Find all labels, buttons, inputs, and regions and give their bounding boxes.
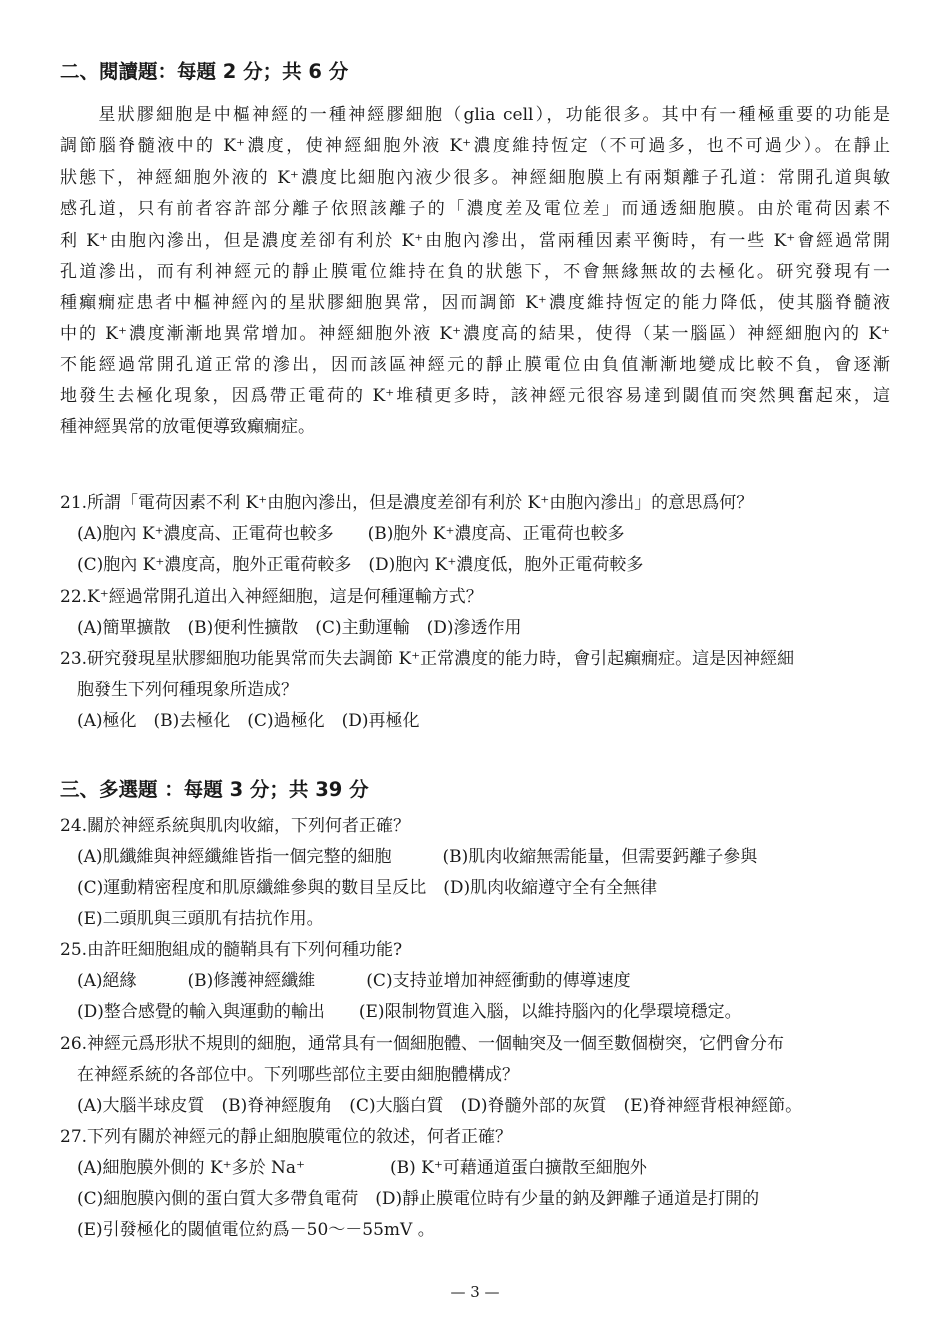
question-27-options: (E)引發極化的閾値電位約爲－50～－55mV 。 — [60, 1220, 435, 1240]
passage-line: 感孔道，只有前者容許部分離子依照該離子的「濃度差及電位差」而通透細胞膜。由於電荷因素不 — [60, 199, 890, 219]
passage-line: 中的 K⁺濃度漸漸地異常增加。神經細胞外液 K⁺濃度高的結果，使得（某一腦區）神經細胞內的 K⁺ — [60, 324, 890, 344]
section-2-heading: 二、閱讀題：每題 2 分；共 6 分 — [60, 60, 349, 83]
question-25-options: (D)整合感覺的輸入與運動的輸出 (E)限制物質進入腦，以維持腦內的化學環境穩定。 — [60, 1002, 742, 1022]
page-number: — 3 — — [450, 1283, 500, 1301]
question-23-options: (A)極化 (B)去極化 (C)過極化 (D)再極化 — [60, 711, 420, 731]
passage-line: 調節腦脊髓液中的 K⁺濃度，使神經細胞外液 K⁺濃度維持恆定（不可過多，也不可過少）。在靜止 — [60, 136, 890, 156]
question-21: 21.所謂「電荷因素不利 K⁺由胞內滲出，但是濃度差卻有利於 K⁺由胞內滲出」的意思爲何？ — [60, 493, 754, 513]
passage-line: 狀態下，神經細胞外液的 K⁺濃度比細胞內液少很多。神經細胞膜上有兩類離子孔道：常開孔道與敏 — [60, 168, 890, 188]
passage-line: 星狀膠細胞是中樞神經的一種神經膠細胞（glia cell），功能很多。其中有一種極重要的功能是 — [60, 105, 890, 125]
passage-line: 種癲癇症患者中樞神經內的星狀膠細胞異常，因而調節 K⁺濃度維持恆定的能力降低，使其腦脊髓液 — [60, 293, 890, 313]
question-26: 26.神經元爲形狀不規則的細胞，通常具有一個細胞體、一個軸突及一個至數個樹突，它們會分布 — [60, 1034, 785, 1054]
passage-line: 利 K⁺由胞內滲出，但是濃度差卻有利於 K⁺由胞內滲出，當兩種因素平衡時，有一些 K⁺會經過常開 — [60, 231, 890, 251]
question-21-options: (A)胞內 K⁺濃度高、正電荷也較多 (B)胞外 K⁺濃度高、正電荷也較多 — [60, 524, 625, 544]
question-27-options: (C)細胞膜內側的蛋白質大多帶負電荷 (D)靜止膜電位時有少量的鈉及鉀離子通道是打開的 — [60, 1189, 760, 1209]
passage-line: 地發生去極化現象，因爲帶正電荷的 K⁺堆積更多時，該神經元很容易達到閾值而突然興奮起來，這 — [60, 386, 890, 406]
question-22: 22.K⁺經過常開孔道出入神經細胞，這是何種運輸方式？ — [60, 587, 483, 607]
question-24-options: (C)運動精密程度和肌原纖維參與的數目呈反比 (D)肌肉收縮遵守全有全無律 — [60, 878, 658, 898]
passage-line: 孔道滲出，而有利神經元的靜止膜電位維持在負的狀態下，不會無緣無故的去極化。研究發現有一 — [60, 262, 890, 282]
question-25-options: (A)絕緣 (B)修護神經纖維 (C)支持並增加神經衝動的傳導速度 — [60, 971, 631, 991]
question-26-options: (A)大腦半球皮質 (B)脊神經腹角 (C)大腦白質 (D)脊髓外部的灰質 (E)脊神經背根神經節。 — [60, 1096, 803, 1116]
question-27: 27.下列有關於神經元的靜止細胞膜電位的敘述，何者正確？ — [60, 1127, 513, 1147]
question-21-options: (C)胞內 K⁺濃度高，胞外正電荷較多 (D)胞內 K⁺濃度低，胞外正電荷較多 — [60, 555, 644, 575]
question-22-options: (A)簡單擴散 (B)便利性擴散 (C)主動運輸 (D)滲透作用 — [60, 618, 522, 638]
question-23-continued: 胞發生下列何種現象所造成？ — [60, 680, 298, 700]
question-23: 23.研究發現星狀膠細胞功能異常而失去調節 K⁺正常濃度的能力時，會引起癲癇症。這是因神經細 — [60, 649, 795, 669]
passage-line: 不能經過常開孔道正常的滲出，因而該區神經元的靜止膜電位由負值漸漸地變成比較不負，會逐漸 — [60, 355, 890, 375]
question-24: 24.關於神經系統與肌肉收縮，下列何者正確？ — [60, 816, 411, 836]
passage-line: 種神經異常的放電便導致癲癇症。 — [60, 417, 315, 437]
section-3-heading: 三、多選題 ：每題 3 分；共 39 分 — [60, 778, 369, 801]
question-24-options: (E)二頭肌與三頭肌有拮抗作用。 — [60, 909, 324, 929]
question-27-options: (A)細胞膜外側的 K⁺多於 Na⁺ (B) K⁺可藉通道蛋白擴散至細胞外 — [60, 1158, 647, 1178]
question-24-options: (A)肌纖維與神經纖維皆指一個完整的細胞 (B)肌肉收縮無需能量，但需要鈣離子參與 — [60, 847, 758, 867]
question-25: 25.由許旺細胞組成的髓鞘具有下列何種功能? — [60, 940, 403, 960]
question-26-continued: 在神經系統的各部位中。下列哪些部位主要由細胞體構成？ — [60, 1065, 519, 1085]
